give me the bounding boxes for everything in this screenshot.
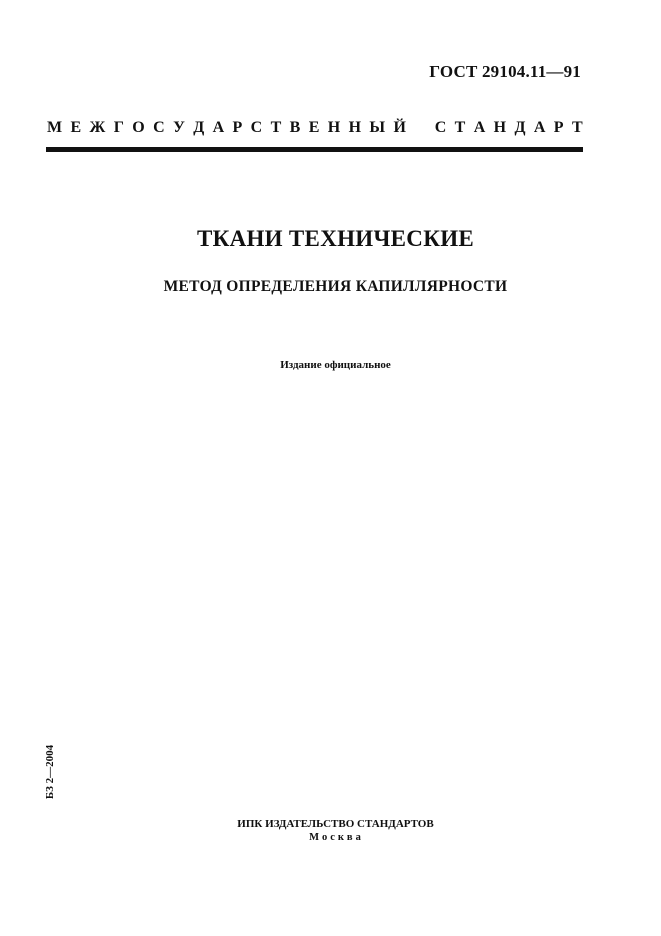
heading-letter: Е (308, 119, 320, 136)
heading-letter: Р (232, 119, 243, 136)
heading-letter: Н (327, 119, 341, 136)
heading-letter: У (173, 119, 185, 136)
heading-letter: С (153, 119, 165, 136)
publisher-name: ИПК ИЗДАТЕЛЬСТВО СТАНДАРТОВ (237, 818, 434, 830)
heading-letter: Т (571, 119, 583, 136)
header-divider (46, 147, 583, 152)
side-note-text: БЗ 2—2004 (44, 744, 56, 800)
heading-letter: С (250, 119, 263, 136)
heading-letter: Р (553, 119, 564, 136)
heading-letter: А (473, 119, 486, 136)
side-note (43, 738, 57, 806)
heading-word-gap (414, 119, 426, 137)
heading-letter: Д (193, 119, 205, 136)
heading-letter: В (289, 119, 301, 136)
heading-letter: Ж (89, 119, 106, 136)
edition-label: Издание официальное (280, 359, 391, 371)
heading-letter: Т (454, 119, 466, 136)
heading-letter: Й (393, 119, 406, 136)
publisher-city: Москва (309, 832, 364, 843)
document-title: ТКАНИ ТЕХНИЧЕСКИЕ (196, 226, 475, 251)
heading-letter: М (47, 119, 63, 136)
heading-letter: Ы (369, 119, 386, 136)
standard-type-heading (47, 119, 583, 137)
document-code: ГОСТ 29104.11—91 (429, 62, 581, 81)
heading-letter: Д (514, 119, 526, 136)
heading-letter: Н (348, 119, 362, 136)
heading-letter: Т (270, 119, 282, 136)
heading-letter: С (434, 119, 447, 136)
document-subtitle: МЕТОД ОПРЕДЕЛЕНИЯ КАПИЛЛЯРНОСТИ (163, 278, 508, 295)
heading-letter: Г (113, 119, 124, 136)
heading-letter: Н (493, 119, 507, 136)
heading-letter: А (212, 119, 225, 136)
heading-letter: Е (70, 119, 82, 136)
heading-letter: А (533, 119, 546, 136)
heading-letter: О (132, 119, 145, 136)
